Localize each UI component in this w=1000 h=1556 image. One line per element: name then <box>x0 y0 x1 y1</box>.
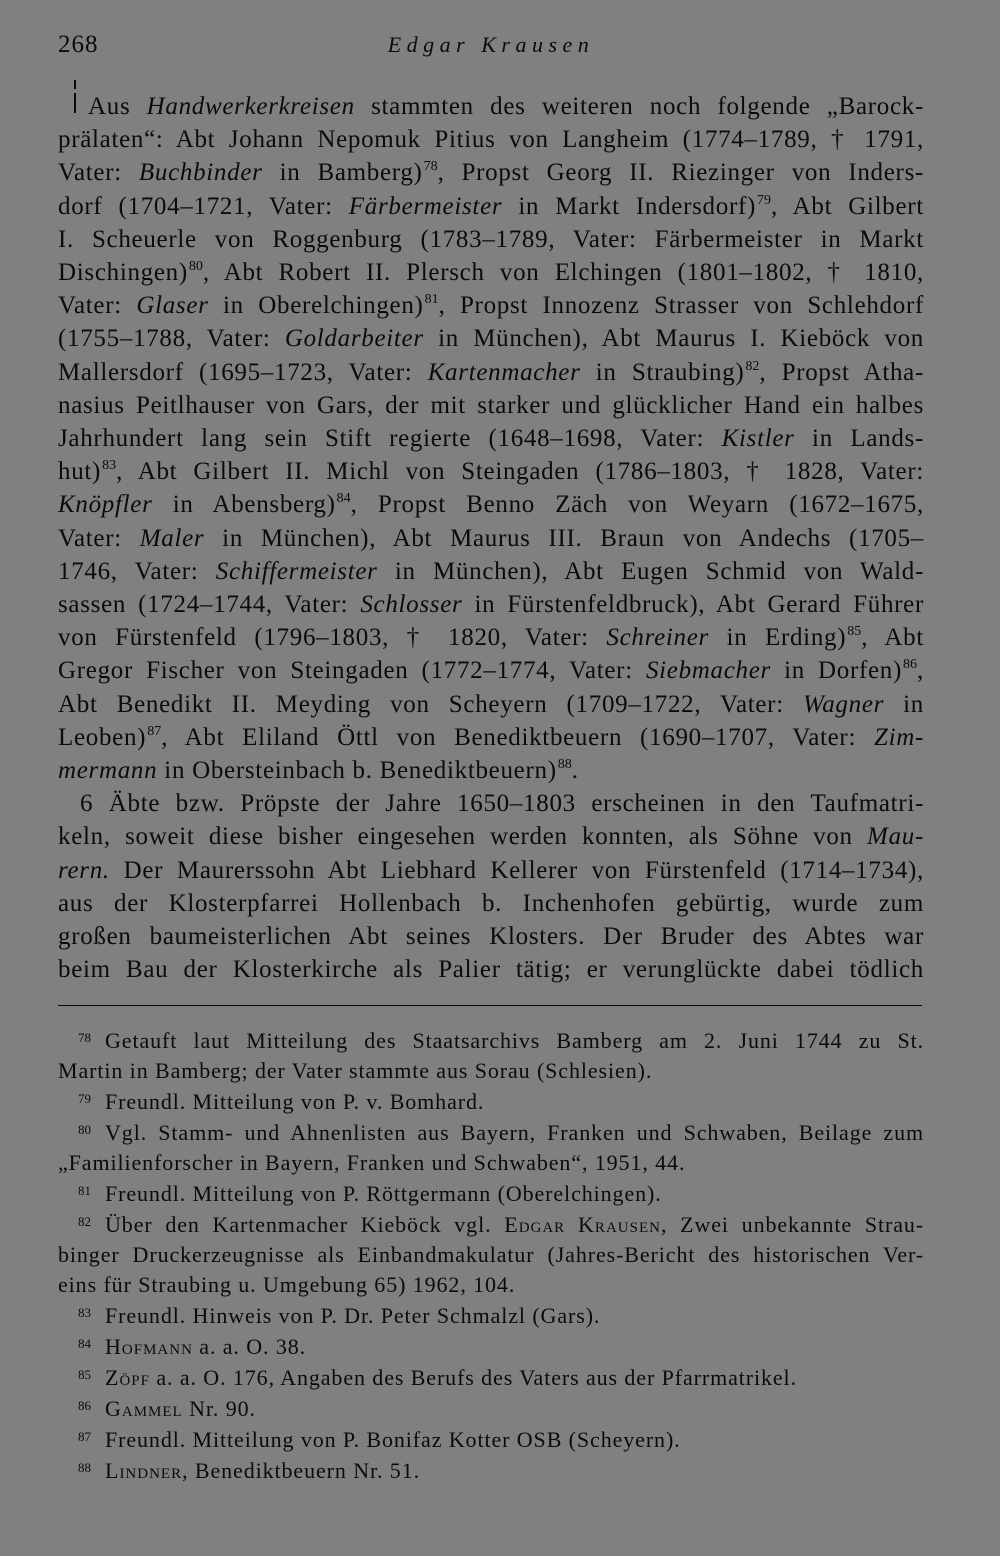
text-run: , Abt Robert II. Plersch von Elchingen (1801–1802, † 1810, <box>202 259 924 287</box>
italic-text: Schreiner <box>606 624 709 652</box>
text-run: , Abt <box>861 624 924 652</box>
text-run: , <box>917 657 924 685</box>
text-run: hut) <box>58 458 102 486</box>
italic-text: Zim- <box>873 723 924 751</box>
text-run: in Oberelchingen) <box>208 292 424 320</box>
text-line <box>58 854 924 887</box>
text-run: , Propst Innozenz Strasser von Schlehdorf <box>438 292 925 320</box>
text-run: Jahrhundert lang sein Stift regierte (1648–1698, Vater: <box>58 425 722 453</box>
text-run: sassen (1724–1744, Vater: <box>58 591 361 619</box>
text-line <box>58 887 924 920</box>
text-run: in Dorfen) <box>770 657 903 685</box>
text-run: großen baumeisterlichen Abt seines Klosters. Der Bruder des Abtes war <box>58 923 924 951</box>
text-run: , Abt Eliland Öttl von Benediktbeuern (1690–1707, Vater: <box>161 723 874 751</box>
footnote-number: 86 <box>78 1398 91 1413</box>
footnote-line <box>58 1087 924 1117</box>
footnote-line <box>58 1118 924 1148</box>
running-head: Edgar Krausen <box>387 32 595 57</box>
text-run: Vater: <box>58 292 137 320</box>
page-number: 268 <box>58 31 99 58</box>
footnote <box>58 1210 924 1300</box>
footnote-number: 83 <box>78 1305 91 1320</box>
text-line <box>58 787 924 820</box>
text-run: in München), Abt Maurus III. Braun von Andechs (1705– <box>204 524 924 552</box>
footnote <box>58 1301 924 1331</box>
text-run: , Propst Benno Zäch von Weyarn (1672–1675, <box>350 491 924 519</box>
text-run: nasius Peitlhauser von Gars, der mit starker und glücklicher Hand ein halbes <box>58 391 924 419</box>
text-line <box>58 754 924 787</box>
text-run: in Fürstenfeldbruck), Abt Gerard Führer <box>462 591 924 619</box>
text-run: in München), Abt Maurus I. Kieböck von <box>423 325 924 353</box>
footnote-line <box>58 1425 924 1455</box>
small-caps-name: Zöpf <box>105 1365 150 1390</box>
footnote <box>58 1026 924 1086</box>
text-run: , Propst Georg II. Riezinger von Inders- <box>437 159 925 187</box>
italic-text: Schlosser <box>360 591 463 619</box>
footnote-ref: 81 <box>424 292 439 308</box>
footnote-number: 87 <box>78 1429 91 1444</box>
small-caps-name: Hofmann <box>105 1334 193 1359</box>
text-run: Gregor Fischer von Steingaden (1772–1774, Vater: <box>58 657 646 685</box>
italic-text: Färbermeister <box>348 192 503 220</box>
footnote <box>58 1332 924 1362</box>
text-run: in München), Abt Eugen Schmid von Wald- <box>377 557 924 585</box>
text-line <box>58 588 924 621</box>
text-run: a. a. O. 176, Angaben des Berufs des Vaters aus der Pfarrmatrikel. <box>149 1365 797 1390</box>
text-run: in <box>884 690 925 718</box>
text-line <box>58 555 924 588</box>
text-run: 6 Äbte bzw. Pröpste der Jahre 1650–1803 erscheinen in den Taufmatri- <box>80 790 924 818</box>
footnote-line <box>58 1301 924 1331</box>
text-line <box>58 920 924 953</box>
footnote-number: 82 <box>78 1214 91 1229</box>
text-run: Freundl. Mitteilung von P. Bonifaz Kotter OSB (Scheyern). <box>105 1427 681 1452</box>
text-line <box>58 223 924 256</box>
text-line <box>58 322 924 355</box>
text-line <box>58 488 924 521</box>
text-run: Aus <box>88 93 147 120</box>
italic-text: Buchbinder <box>138 159 263 187</box>
text-run: Abt Benedikt II. Meyding von Scheyern (1709–1722, Vater: <box>58 690 803 718</box>
text-run: eins für Straubing u. Umgebung 65) 1962, 104. <box>58 1272 516 1297</box>
footnote-ref: 78 <box>423 159 438 175</box>
italic-text: mermann <box>58 757 158 785</box>
footnote-ref: 79 <box>757 192 772 208</box>
text-run: binger Druckerzeugnisse als Einbandmakulatur (Jahres-Bericht des historischen Ver- <box>58 1242 924 1267</box>
text-run: , Zwei unbekannte Strau- <box>660 1212 924 1237</box>
text-run: in Erding) <box>708 624 847 652</box>
main-text <box>58 90 924 986</box>
footnote-separator <box>58 1005 922 1006</box>
footnote-ref: 83 <box>102 458 117 474</box>
footnote-line <box>58 1026 924 1056</box>
footnote-ref: 85 <box>847 624 862 640</box>
text-run: Der Maurerssohn Abt Liebhard Kellerer von Fürstenfeld (1714–1734), <box>109 856 924 884</box>
text-run: von Fürstenfeld (1796–1803, † 1820, Vater: <box>58 624 607 652</box>
text-run: in Obersteinbach b. Benediktbeuern) <box>157 757 557 785</box>
text-run: Getauft laut Mitteilung des Staatsarchivs Bamberg am 2. Juni 1744 zu St. <box>105 1028 924 1053</box>
italic-text: Kartenmacher <box>427 358 581 386</box>
text-run: Mallersdorf (1695–1723, Vater: <box>58 358 428 386</box>
footnote-line <box>58 1270 924 1300</box>
text-run: Leoben) <box>58 723 147 751</box>
footnote-number: 84 <box>78 1336 91 1351</box>
footnote-line <box>58 1394 924 1424</box>
text-run: Martin in Bamberg; der Vater stammte aus Sorau (Schlesien). <box>58 1058 653 1083</box>
footnote-line <box>58 1363 924 1393</box>
footnote-number: 79 <box>78 1091 91 1106</box>
italic-text: rern. <box>58 856 110 884</box>
footnote-number: 81 <box>78 1183 91 1198</box>
text-run: Dischingen) <box>58 259 188 287</box>
footnote-ref: 87 <box>147 723 162 739</box>
text-line <box>58 654 924 687</box>
footnote-number: 80 <box>78 1122 91 1137</box>
footnote-line <box>58 1056 924 1086</box>
footnote <box>58 1087 924 1117</box>
footnote <box>58 1363 924 1393</box>
text-run: dorf (1704–1721, Vater: <box>58 192 349 220</box>
footnote-ref: 86 <box>903 657 918 673</box>
text-run: beim Bau der Klosterkirche als Palier tätig; er verunglückte dabei tödlich <box>58 956 924 984</box>
small-caps-name: Gammel <box>105 1396 183 1421</box>
footnote-number: 85 <box>78 1367 91 1382</box>
text-run: in Straubing) <box>580 358 745 386</box>
italic-text: Kistler <box>721 425 795 453</box>
text-run: . <box>571 757 579 785</box>
footnote-line <box>58 1210 924 1240</box>
footnote-number: 78 <box>78 1030 91 1045</box>
text-run: Nr. 90. <box>182 1396 256 1421</box>
text-run: in Bamberg) <box>262 159 423 187</box>
text-line <box>58 190 924 223</box>
small-caps-name: Lindner <box>105 1458 183 1483</box>
paragraph <box>58 90 924 787</box>
footnote-line <box>58 1179 924 1209</box>
footnote-ref: 88 <box>557 757 572 773</box>
text-run: prälaten“: Abt Johann Nepomuk Pitius von Langheim (1774–1789, † 1791, <box>58 126 924 154</box>
text-line <box>58 522 924 555</box>
text-run: in Abensberg) <box>152 491 336 519</box>
text-line <box>58 688 924 721</box>
footnote <box>58 1179 924 1209</box>
footnote-ref: 80 <box>188 259 203 275</box>
text-run: stammten des weiteren noch folgende „Barock- <box>354 93 924 120</box>
italic-text: Goldarbeiter <box>284 325 424 353</box>
footnote <box>58 1394 924 1424</box>
text-line <box>58 90 924 123</box>
text-run: in Lands- <box>794 425 924 453</box>
text-run: Freundl. Mitteilung von P. v. Bomhard. <box>105 1089 485 1114</box>
italic-text: Schiffermeister <box>215 557 378 585</box>
text-run: Vgl. Stamm- und Ahnenlisten aus Bayern, Franken und Schwaben, Beilage zum <box>105 1120 924 1145</box>
text-line <box>58 721 924 754</box>
text-line <box>58 256 924 289</box>
text-run: (1755–1788, Vater: <box>58 325 285 353</box>
footnote-number: 88 <box>78 1460 91 1475</box>
text-line <box>58 621 924 654</box>
text-line <box>58 422 924 455</box>
text-run: Freundl. Hinweis von P. Dr. Peter Schmalzl (Gars). <box>105 1303 601 1328</box>
text-run: in Markt Indersdorf) <box>502 192 757 220</box>
italic-text: Knöpfler <box>58 491 153 519</box>
text-line <box>58 123 924 156</box>
text-run: keln, soweit diese bisher eingesehen werden konnten, als Söhne von <box>58 823 868 851</box>
text-line <box>58 953 924 986</box>
footnote-line <box>58 1332 924 1362</box>
text-run: a. a. O. 38. <box>192 1334 307 1359</box>
text-run: 1746, Vater: <box>58 557 216 585</box>
text-run: Über den Kartenmacher Kieböck vgl. <box>105 1212 505 1237</box>
italic-text: Siebmacher <box>645 657 771 685</box>
italic-text: Mau- <box>867 823 924 851</box>
italic-text: Wagner <box>802 690 885 718</box>
text-line <box>58 289 924 322</box>
footnote-ref: 84 <box>336 491 351 507</box>
text-run: Vater: <box>58 159 139 187</box>
italic-text: Glaser <box>136 292 209 320</box>
margin-mark <box>74 80 76 89</box>
text-run: Vater: <box>58 524 140 552</box>
text-run: , Abt Gilbert II. Michl von Steingaden (1786–1803, † 1828, Vater: <box>116 458 924 486</box>
text-run: , Benediktbeuern Nr. 51. <box>182 1458 420 1483</box>
text-run: aus der Klosterpfarrei Hollenbach b. Inchenhofen gebürtig, wurde zum <box>58 889 924 917</box>
text-run: „Familienforscher in Bayern, Franken und Schwaben“, 1951, 44. <box>58 1150 686 1175</box>
text-line <box>58 156 924 189</box>
text-run: , Propst Atha- <box>759 358 924 386</box>
footnote-line <box>58 1240 924 1270</box>
italic-text: Maler <box>139 524 205 552</box>
footnote <box>58 1425 924 1455</box>
text-line <box>58 389 924 422</box>
text-line <box>58 820 924 853</box>
footnote <box>58 1456 924 1486</box>
italic-text: Handwerkerkreisen <box>146 93 355 120</box>
footnote <box>58 1118 924 1178</box>
text-run: Freundl. Mitteilung von P. Röttgermann (Oberelchingen). <box>105 1181 662 1206</box>
text-line <box>58 356 924 389</box>
text-run: I. Scheuerle von Roggenburg (1783–1789, Vater: Färbermeister in Markt <box>58 225 924 253</box>
small-caps-name: Edgar Krausen <box>504 1212 661 1237</box>
text-run: , Abt Gilbert <box>771 192 924 220</box>
footnotes <box>58 1026 924 1487</box>
text-line <box>58 455 924 488</box>
footnote-line <box>58 1456 924 1486</box>
paragraph <box>58 787 924 986</box>
footnote-line <box>58 1148 924 1178</box>
footnote-ref: 82 <box>745 358 760 374</box>
